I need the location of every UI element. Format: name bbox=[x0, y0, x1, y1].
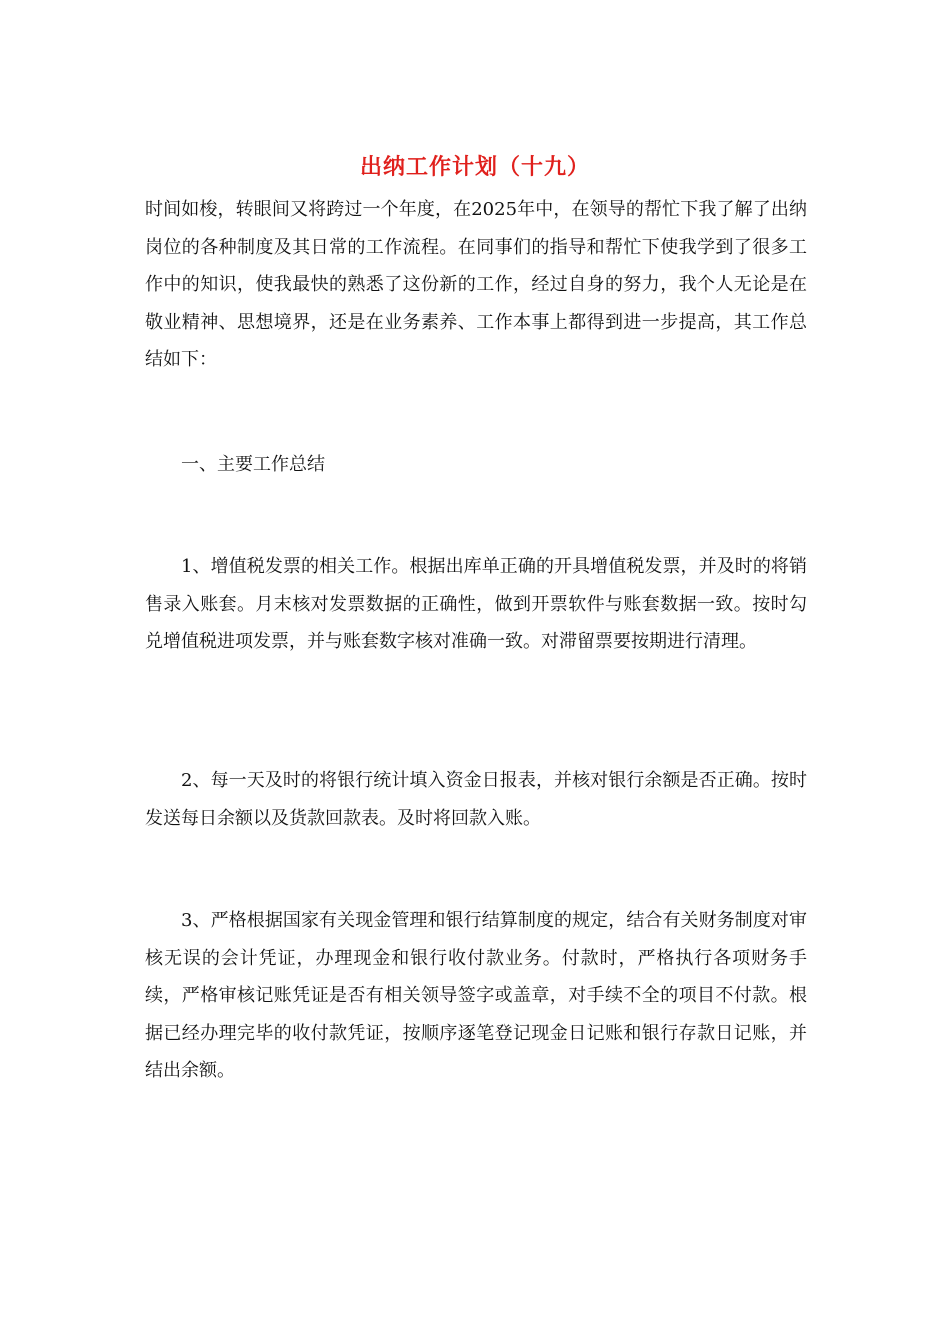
intro-paragraph: 时间如梭，转眼间又将跨过一个年度，在2025年中，在领导的帮忙下我了解了出纳岗位的各种制度及其日常的工作流程。在同事们的指导和帮忙下使我学到了很多工作中的知识，使我最快的熟悉了这份新的工作，经过自身的努力，我个人无论是在敬业精神、思想境界，还是在业务素养、工作本事上都得到进一步提高，其工作总结如下： bbox=[145, 199, 807, 370]
body-paragraph-3: 3、严格根据国家有关现金管理和银行结算制度的规定，结合有关财务制度对审核无误的会计凭证，办理现金和银行收付款业务。付款时，严格执行各项财务手续，严格审核记账凭证是否有相关领导签字或盖章，对手续不全的项目不付款。根据已经办理完毕的收付款凭证，按顺序逐笔登记现金日记账和银行存款日记账，并结出余额。 bbox=[145, 910, 807, 1081]
body-paragraph-2: 2、每一天及时的将银行统计填入资金日报表，并核对银行余额是否正确。按时发送每日余额以及货款回款表。及时将回款入账。 bbox=[145, 770, 807, 829]
section-heading: 一、主要工作总结 bbox=[181, 454, 325, 475]
document-title: 出纳工作计划（十九） bbox=[359, 154, 590, 180]
body-paragraph-1: 1、增值税发票的相关工作。根据出库单正确的开具增值税发票，并及时的将销售录入账套。月末核对发票数据的正确性，做到开票软件与账套数据一致。按时勾兑增值税进项发票，并与账套数字核对准确一致。对滞留票要按期进行清理。 bbox=[145, 556, 807, 652]
